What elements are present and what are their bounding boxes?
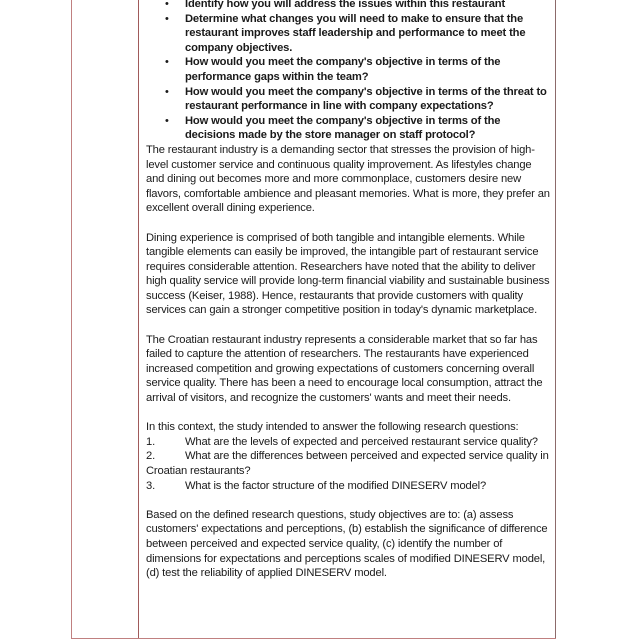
bullet-icon: • [165, 12, 169, 25]
table-left-cell [72, 0, 139, 638]
bullet-text: Determine what changes you will need to make to ensure that the restaurant improves staff leadership and performance to meet the company objectives. [185, 12, 526, 54]
question-text: What are the differences between perceived and expected service quality in Croatian restaurants? [146, 450, 549, 477]
bullet-icon: • [165, 0, 169, 10]
bullet-item [146, 114, 556, 143]
bullet-icon: • [165, 114, 169, 127]
question-number: 2. [146, 450, 156, 463]
bullet-item [146, 85, 556, 114]
bullet-icon: • [165, 56, 169, 69]
bullet-text: How would you meet the company's objective in terms of the performance gaps within the team? [185, 56, 501, 83]
question-number: 3. [146, 479, 156, 492]
bullet-item [146, 12, 556, 56]
bullet-text: Identify how you will address the issues within this restaurant [185, 0, 506, 10]
paragraph-dining-experience: Dining experience is comprised of both tangible and intangible elements. While tangible elements can easily be improved, the intangible part of restaurant service requires considerable attention. Researchers have noted that the ability to deliver high quality service will provide long-term financial viability and sustainable business success (Keiser, 1988). Hence, restaurants that provide customers with quality services can gain a stronger competitive position in today's dynamic marketplace. [146, 231, 550, 317]
question-number: 1. [146, 435, 156, 448]
bullet-icon: • [165, 85, 169, 98]
research-questions-intro: In this context, the study intended to answer the following research questions: [146, 421, 519, 434]
bullet-item [146, 0, 556, 12]
bullet-item [146, 55, 556, 84]
paragraph-industry-intro: The restaurant industry is a demanding sector that stresses the provision of high-level customer service and continuous quality improvement. As lifestyles change and dining out becomes more and more commonplace, customers desire new flavors, comfortable ambience and pleasant memories. What is more, they prefer an excellent overall dining experience. [146, 143, 550, 215]
question-text: What are the levels of expected and perceived restaurant service quality? [185, 435, 538, 448]
research-question [146, 449, 552, 478]
paragraph-croatian-market: The Croatian restaurant industry represents a considerable market that so far has failed to capture the attention of researchers. The restaurants have experienced increased competition and growing expectations of customers concerning overall service quality. There has been a need to encourage local consumption, attract the arrival of visitors, and recognize the customers' wants and meet their needs. [146, 333, 543, 405]
task-bullet-list [146, 0, 556, 143]
research-questions-section [146, 420, 556, 493]
paragraph-study-objectives: Based on the defined research questions, study objectives are to: (a) assess customers' expectations and perceptions, (b) establish the significance of difference between perceived and expected service quality, (c) identify the number of dimensions for expectations and perceptions scales of modified DINESERV model, (d) test the reliability of applied DINESERV model. [146, 508, 548, 580]
table-content-cell [146, 0, 556, 595]
document-table [71, 0, 556, 639]
bullet-text: How would you meet the company's objective in terms of the threat to restaurant performance in line with company expectations? [185, 85, 547, 113]
research-questions-list [146, 435, 552, 493]
bullet-text: How would you meet the company's objective in terms of the decisions made by the store manager on staff protocol? [185, 114, 501, 142]
research-question [146, 435, 552, 450]
question-text: What is the factor structure of the modified DINESERV model? [185, 479, 487, 492]
research-question [146, 479, 552, 494]
